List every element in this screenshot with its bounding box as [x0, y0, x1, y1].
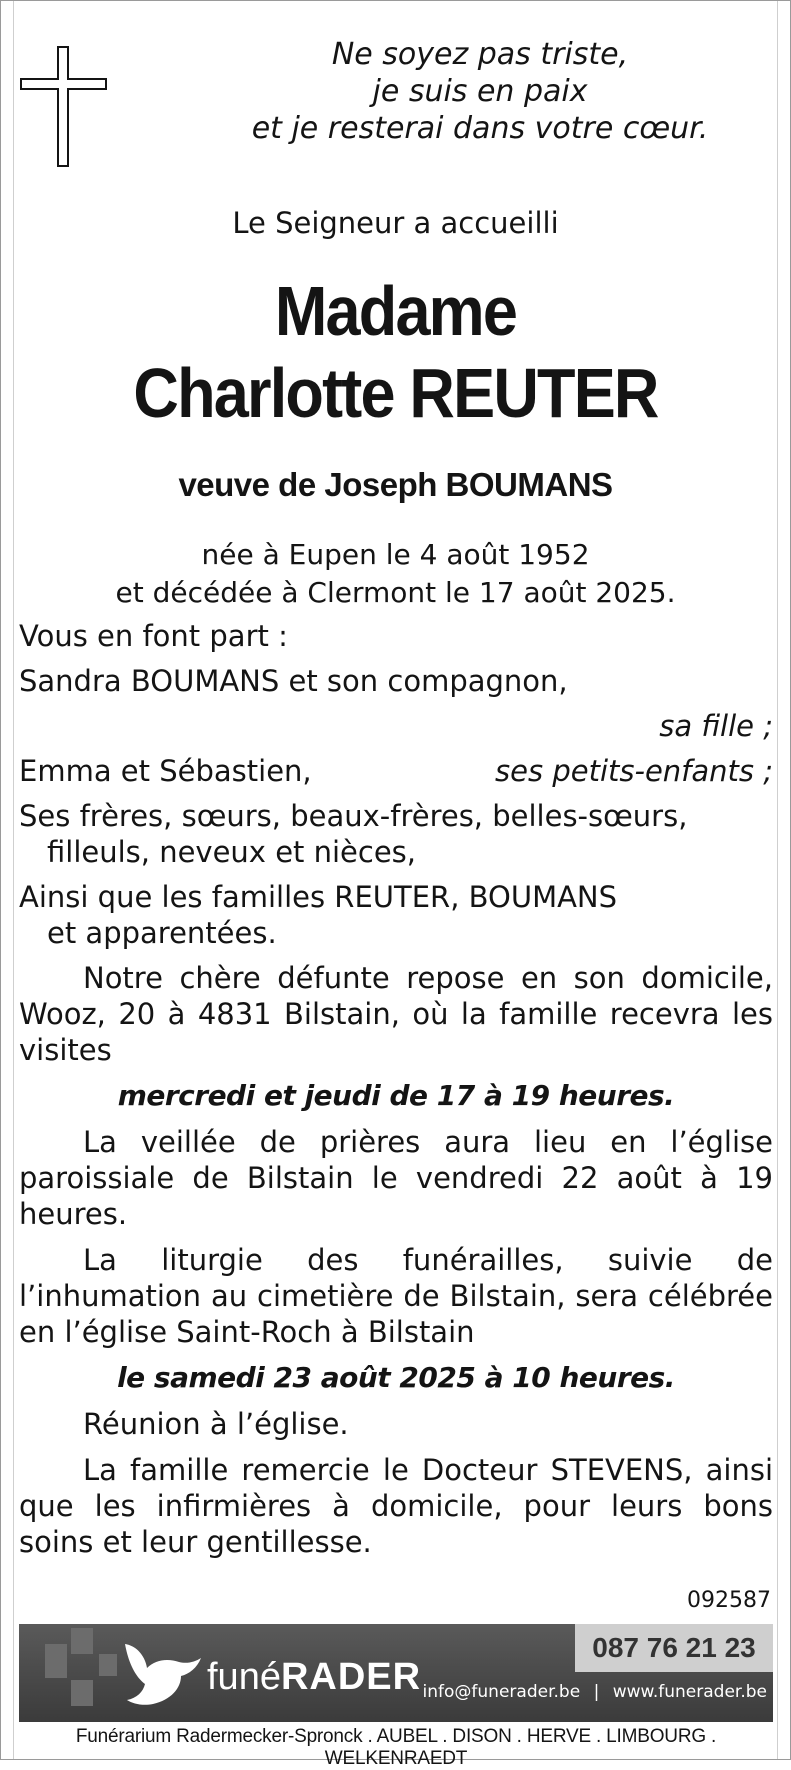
footer-locations: Funérarium Radermecker-Spronck . AUBEL . DISON . HERVE . LIMBOURG . WELKENRAEDT: [75, 1726, 717, 1769]
poem: [230, 36, 730, 147]
birth-line: née à Eupen le 4 août 1952: [201, 538, 590, 571]
visits-text: Notre chère défunte repose en son domicile, Wooz, 20 à 4831 Bilstain, où la famille recevra les visites: [19, 961, 773, 1067]
intro-text: Le Seigneur a accueilli: [232, 206, 559, 240]
decor-block: [71, 1680, 93, 1706]
decor-block: [71, 1628, 93, 1654]
dove-icon: [123, 1638, 203, 1712]
contact-separator: |: [593, 1682, 600, 1702]
death-line: et décédée à Clermont le 17 août 2025.: [115, 576, 676, 609]
family-emma-row: [19, 753, 773, 789]
poem-line: Ne soyez pas triste,: [331, 37, 629, 72]
decor-block: [45, 1644, 67, 1678]
family-siblings-cont: filleuls, neveux et nièces,: [47, 835, 417, 869]
website-link[interactable]: www.funerader.be: [612, 1682, 767, 1702]
family-emma: Emma et Sébastien,: [19, 754, 312, 788]
reference-number: 092587: [687, 1588, 771, 1613]
contact-info: [421, 1682, 767, 1702]
poem-line: je suis en paix: [372, 74, 588, 109]
widow-of: veuve de Joseph BOUMANS: [178, 466, 613, 503]
family-sandra: Sandra BOUMANS et son compagnon,: [19, 664, 568, 698]
name-full: Charlotte REUTER: [133, 354, 658, 432]
family-intro: Vous en font part :: [19, 619, 288, 653]
announcement-body: [19, 618, 773, 1560]
poem-line: et je resterai dans votre cœur.: [251, 111, 709, 146]
family-siblings: Ses frères, sœurs, beaux-frères, belles-sœurs,: [19, 799, 688, 833]
cross-icon: [20, 46, 110, 172]
birth-death-info: [0, 536, 791, 612]
family-sandra-role: sa fille ;: [659, 709, 773, 743]
thanks-text: La famille remercie le Docteur STEVENS, ainsi que les infirmières à domicile, pour leurs bons soins et leur gentillesse.: [19, 1453, 773, 1559]
decor-block: [99, 1654, 117, 1676]
email-link[interactable]: info@funerader.be: [422, 1682, 581, 1702]
family-emma-role: ses petits-enfants ;: [495, 754, 773, 788]
vigil-text: La veillée de prières aura lieu en l’église paroissiale de Bilstain le vendredi 22 août à 19 heures.: [19, 1125, 773, 1231]
funeral-date: le samedi 23 août 2025 à 10 heures.: [117, 1361, 675, 1394]
logo: [207, 1656, 421, 1699]
deceased-name: [40, 270, 752, 434]
visits-times: mercredi et jeudi de 17 à 19 heures.: [117, 1079, 675, 1112]
phone-number[interactable]: 087 76 21 23: [575, 1624, 773, 1672]
funeral-home-banner: [19, 1624, 773, 1722]
funeral-text: La liturgie des funérailles, suivie de l’inhumation au cimetière de Bilstain, sera célébrée en l’église Saint-Roch à Bilstain: [19, 1243, 773, 1349]
name-title: Madame: [274, 272, 517, 350]
family-families: Ainsi que les familles REUTER, BOUMANS: [19, 880, 618, 914]
logo-brand: RADER: [280, 1656, 422, 1698]
meeting-text: Réunion à l’église.: [83, 1407, 349, 1441]
logo-prefix: funé: [207, 1656, 281, 1698]
family-families-cont: et apparentées.: [47, 916, 277, 950]
